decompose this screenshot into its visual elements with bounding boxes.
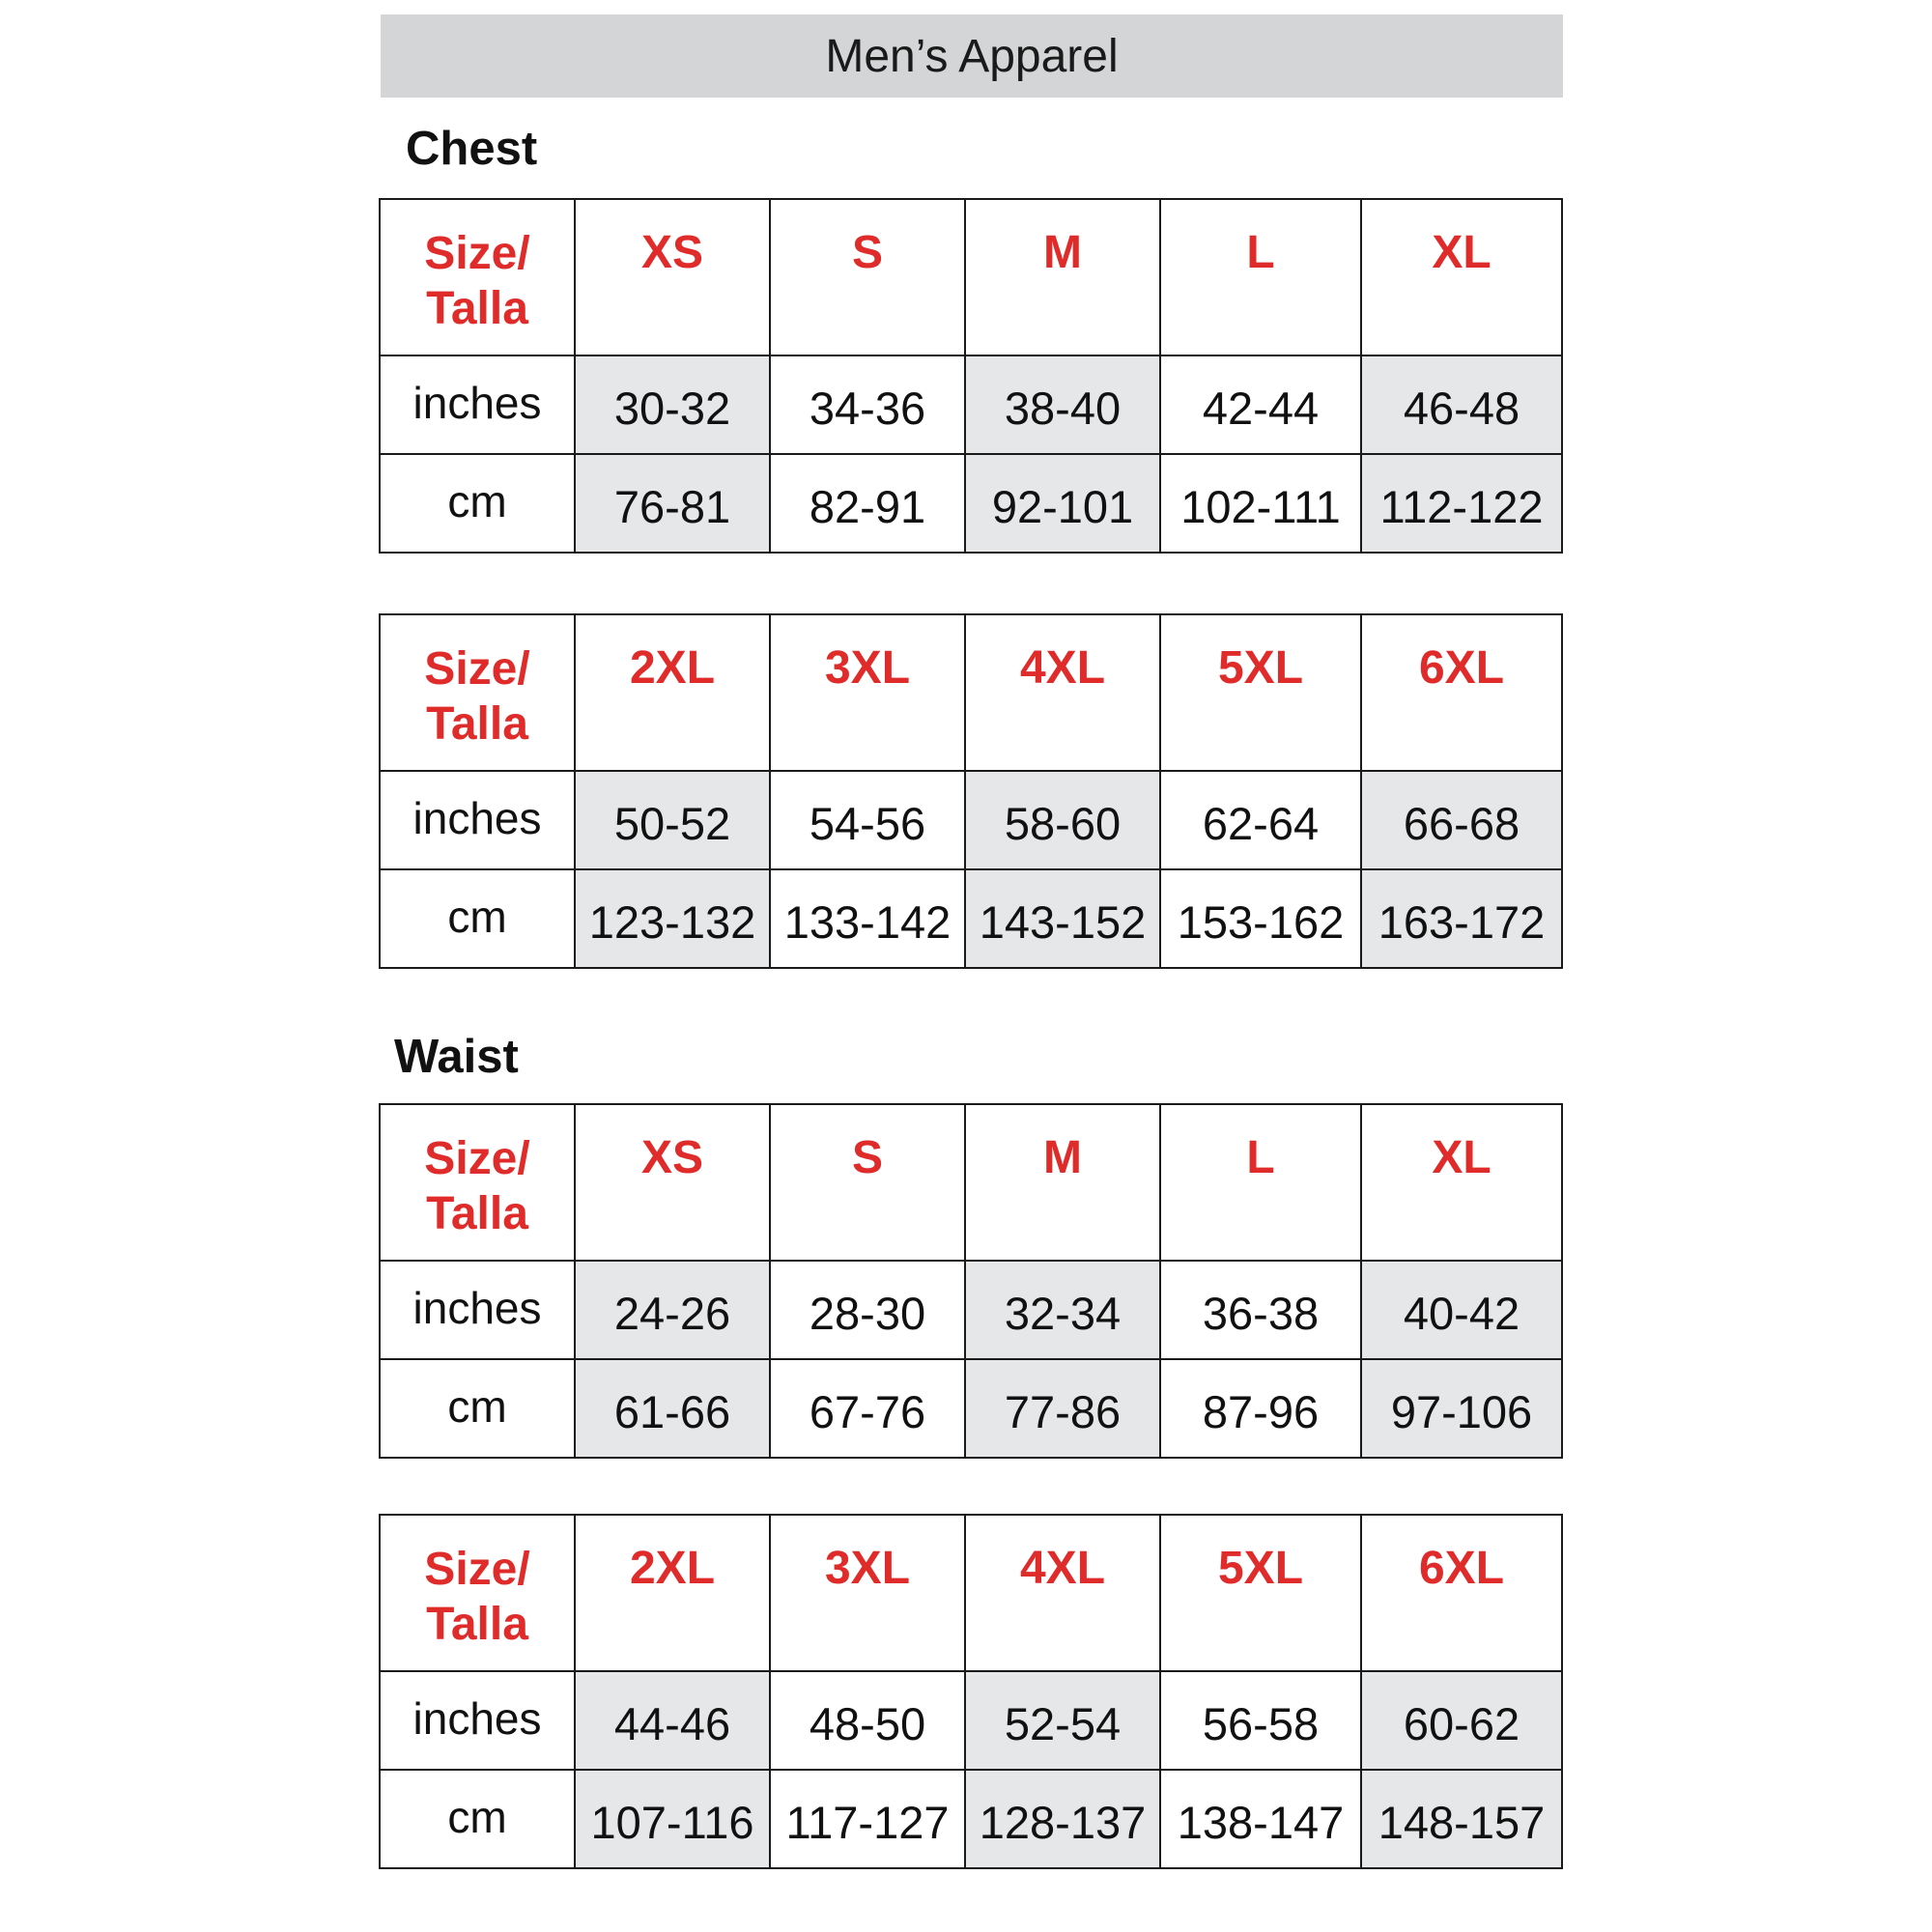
- inches-cell: 24-26: [575, 1261, 770, 1359]
- cm-cell: 128-137: [965, 1770, 1160, 1868]
- size-header: S: [770, 1104, 965, 1261]
- cm-cell: 102-111: [1160, 454, 1361, 553]
- size-header: 2XL: [575, 1515, 770, 1671]
- size-header: XL: [1361, 1104, 1562, 1261]
- cm-cell: 123-132: [575, 869, 770, 968]
- size-header: 5XL: [1160, 614, 1361, 771]
- inches-row: [380, 355, 1562, 454]
- inches-row-label: inches: [380, 355, 575, 454]
- cm-cell: 163-172: [1361, 869, 1562, 968]
- inches-cell: 56-58: [1160, 1671, 1361, 1770]
- inches-cell: 34-36: [770, 355, 965, 454]
- cm-cell: 143-152: [965, 869, 1160, 968]
- size-header: 4XL: [965, 1515, 1160, 1671]
- size-row-label: Size/ Talla: [380, 1104, 575, 1261]
- size-header: 6XL: [1361, 614, 1562, 771]
- inches-cell: 50-52: [575, 771, 770, 869]
- inches-cell: 42-44: [1160, 355, 1361, 454]
- inches-cell: 58-60: [965, 771, 1160, 869]
- cm-cell: 117-127: [770, 1770, 965, 1868]
- inches-row-label: inches: [380, 1671, 575, 1770]
- inches-cell: 46-48: [1361, 355, 1562, 454]
- inches-row: [380, 1261, 1562, 1359]
- size-header: XS: [575, 1104, 770, 1261]
- inches-cell: 38-40: [965, 355, 1160, 454]
- inches-cell: 30-32: [575, 355, 770, 454]
- inches-cell: 60-62: [1361, 1671, 1562, 1770]
- size-header: XS: [575, 199, 770, 355]
- size-header: L: [1160, 1104, 1361, 1261]
- inches-cell: 28-30: [770, 1261, 965, 1359]
- inches-cell: 32-34: [965, 1261, 1160, 1359]
- size-header: M: [965, 199, 1160, 355]
- waist-table-extended: [379, 1514, 1563, 1869]
- size-header: L: [1160, 199, 1361, 355]
- waist-table-regular: [379, 1103, 1563, 1459]
- size-header: 4XL: [965, 614, 1160, 771]
- size-row-label: Size/ Talla: [380, 614, 575, 771]
- cm-cell: 76-81: [575, 454, 770, 553]
- size-header: XL: [1361, 199, 1562, 355]
- size-header: 3XL: [770, 1515, 965, 1671]
- inches-row: [380, 1671, 1562, 1770]
- cm-cell: 153-162: [1160, 869, 1361, 968]
- cm-row-label: cm: [380, 454, 575, 553]
- size-header: 5XL: [1160, 1515, 1361, 1671]
- chest-table-extended: [379, 613, 1563, 969]
- cm-cell: 138-147: [1160, 1770, 1361, 1868]
- size-row-label: Size/ Talla: [380, 1515, 575, 1671]
- cm-cell: 112-122: [1361, 454, 1562, 553]
- page-title: Men’s Apparel: [381, 14, 1563, 98]
- inches-cell: 66-68: [1361, 771, 1562, 869]
- inches-cell: 44-46: [575, 1671, 770, 1770]
- cm-cell: 61-66: [575, 1359, 770, 1458]
- inches-cell: 62-64: [1160, 771, 1361, 869]
- size-row: [380, 199, 1562, 355]
- cm-cell: 82-91: [770, 454, 965, 553]
- inches-row-label: inches: [380, 771, 575, 869]
- inches-cell: 54-56: [770, 771, 965, 869]
- cm-cell: 97-106: [1361, 1359, 1562, 1458]
- inches-cell: 40-42: [1361, 1261, 1562, 1359]
- cm-row: [380, 1770, 1562, 1868]
- cm-row: [380, 1359, 1562, 1458]
- cm-cell: 107-116: [575, 1770, 770, 1868]
- inches-cell: 36-38: [1160, 1261, 1361, 1359]
- cm-cell: 148-157: [1361, 1770, 1562, 1868]
- inches-row: [380, 771, 1562, 869]
- cm-cell: 67-76: [770, 1359, 965, 1458]
- cm-row: [380, 454, 1562, 553]
- size-row-label: Size/ Talla: [380, 199, 575, 355]
- size-header: M: [965, 1104, 1160, 1261]
- size-header: 6XL: [1361, 1515, 1562, 1671]
- cm-row-label: cm: [380, 869, 575, 968]
- size-header: S: [770, 199, 965, 355]
- inches-row-label: inches: [380, 1261, 575, 1359]
- chest-table-regular: [379, 198, 1563, 554]
- cm-row: [380, 869, 1562, 968]
- section-label-waist: Waist: [394, 1031, 519, 1083]
- size-row: [380, 614, 1562, 771]
- size-header: 2XL: [575, 614, 770, 771]
- inches-cell: 48-50: [770, 1671, 965, 1770]
- size-row: [380, 1104, 1562, 1261]
- cm-row-label: cm: [380, 1359, 575, 1458]
- inches-cell: 52-54: [965, 1671, 1160, 1770]
- cm-row-label: cm: [380, 1770, 575, 1868]
- cm-cell: 77-86: [965, 1359, 1160, 1458]
- cm-cell: 133-142: [770, 869, 965, 968]
- section-label-chest: Chest: [406, 123, 538, 175]
- size-header: 3XL: [770, 614, 965, 771]
- size-row: [380, 1515, 1562, 1671]
- cm-cell: 92-101: [965, 454, 1160, 553]
- cm-cell: 87-96: [1160, 1359, 1361, 1458]
